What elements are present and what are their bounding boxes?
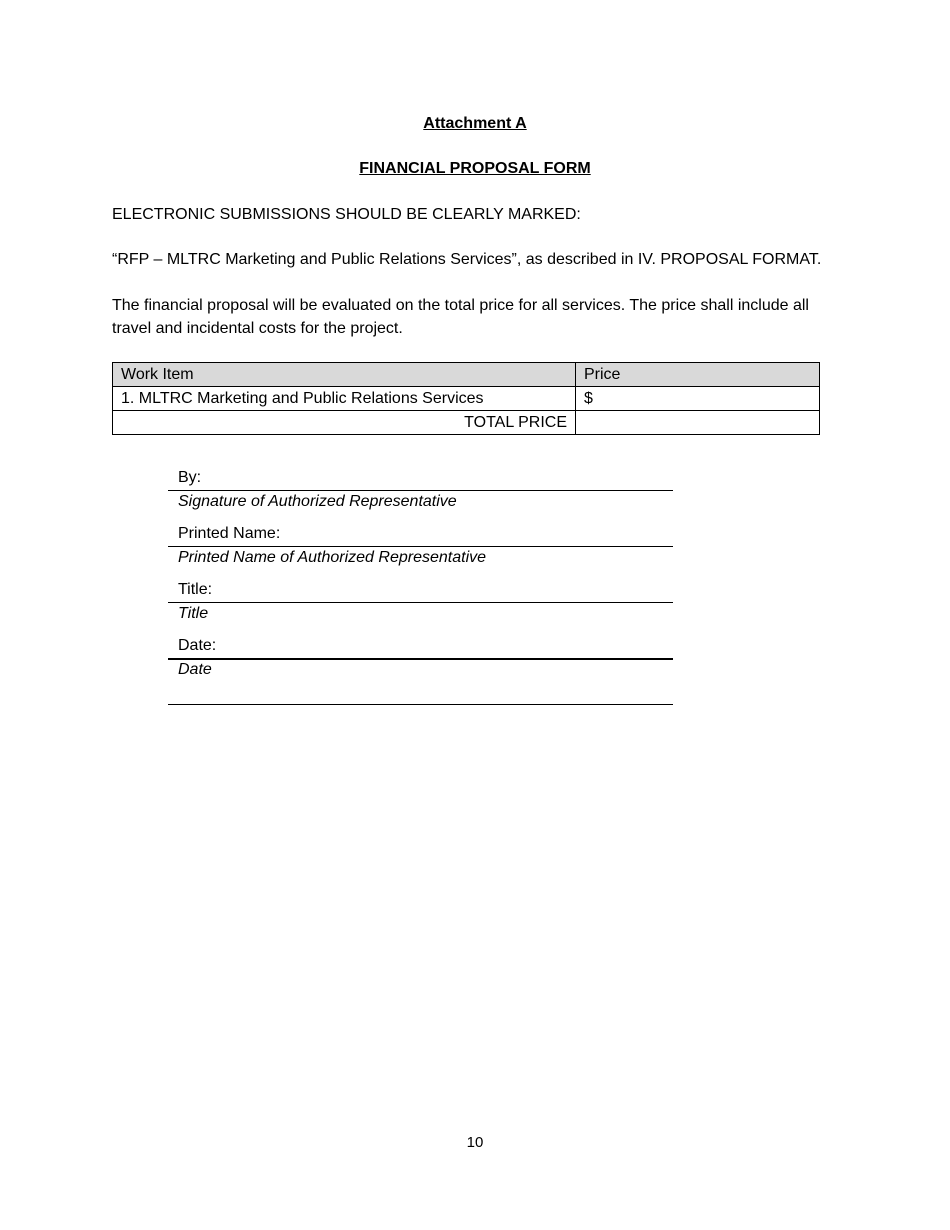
total-row [113,411,820,435]
marking-text: “RFP – MLTRC Marketing and Public Relations Services”, as described in IV. PROPOSAL FORMAT. [112,251,822,268]
by-label: By: [178,469,202,486]
printed-name-caption: Printed Name of Authorized Representative [178,549,487,566]
attachment-title: Attachment A [423,115,527,132]
page-number: 10 [466,1134,484,1151]
form-title: FINANCIAL PROPOSAL FORM [359,160,591,177]
signature-block [168,466,673,690]
table-header-row [113,363,820,387]
title-line [168,602,673,603]
price-cell[interactable]: $ [576,387,820,411]
header-price: Price [576,363,820,387]
total-price-label: TOTAL PRICE [113,411,576,435]
date-caption: Date [178,661,212,678]
printed-name-label: Printed Name: [178,525,281,542]
signature-block-bottom-rule [168,704,673,705]
date-line [168,658,673,660]
signature-field[interactable] [168,466,673,522]
signature-line [168,490,673,491]
title-caption: Title [178,605,209,622]
date-label: Date: [178,637,217,654]
printed-name-field[interactable] [168,522,673,578]
signature-caption: Signature of Authorized Representative [178,493,457,510]
header-work-item: Work Item [113,363,576,387]
printed-name-line [168,546,673,547]
instruction-text: ELECTRONIC SUBMISSIONS SHOULD BE CLEARLY MARKED: [112,206,581,223]
evaluation-text: The financial proposal will be evaluated on the total price for all services. The price shall include all travel and incidental costs for the project. [112,297,809,337]
table-row [113,387,820,411]
work-item-cell: 1. MLTRC Marketing and Public Relations Services [113,387,576,411]
date-field[interactable] [168,634,673,690]
title-label: Title: [178,581,213,598]
title-field[interactable] [168,578,673,634]
total-price-cell[interactable] [576,411,820,435]
price-table [112,362,820,435]
